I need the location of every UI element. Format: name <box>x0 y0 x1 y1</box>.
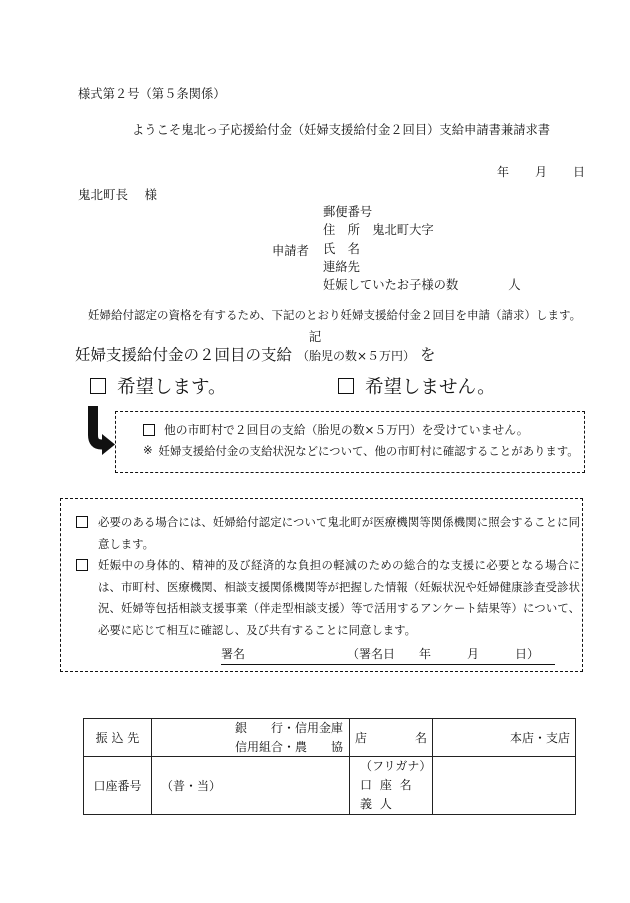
page-title: ようこそ鬼北っ子応援給付金（妊婦支援給付金２回目）支給申請書兼請求書 <box>132 123 551 137</box>
consent-item-2-text: 妊娠中の身体的、精神的及び経済的な負担の軽減のための総合的な支援に必要となる場合には、市町村、医療機関、相談支援関係機関等が把握した情報（妊娠状況や妊婦健康診査受診状況、妊婦等包括相談支援事業（伴走型相談支援）等で活用するアンケート結果等）について、必要に応じて相互に確認し、及び共有することに同意します。 <box>98 558 580 637</box>
account-number-label: 口座番号 <box>84 757 152 815</box>
ki-heading: 記 <box>308 329 322 344</box>
note-mark: ※ <box>143 443 153 457</box>
elbow-arrow-icon <box>84 406 116 458</box>
transfer-destination-label: 振 込 先 <box>84 719 152 757</box>
date-month-label: 月 <box>534 165 547 179</box>
option-wish-yes <box>90 373 227 399</box>
option-wish-no <box>338 373 496 399</box>
option-wish-no-label: 希望しません。 <box>365 377 496 398</box>
consent-box <box>60 498 583 672</box>
bank-type-cell <box>152 719 350 757</box>
checkbox-wish-yes[interactable] <box>90 378 106 394</box>
branch-label-last: 名 <box>414 731 427 745</box>
table-row <box>84 757 576 815</box>
date-line <box>497 163 585 180</box>
children-count-label: 妊娠していたお子様の数 <box>323 278 459 293</box>
payment-line <box>75 343 435 365</box>
checkbox-wish-no[interactable] <box>338 378 354 394</box>
branch-type-value: 本店・支店 <box>433 719 576 757</box>
bank-transfer-table <box>83 718 576 815</box>
name-label: 氏 名 <box>323 241 360 256</box>
payment-main-text: 妊婦支援給付金の２回目の支給 <box>75 346 293 364</box>
checkbox-consent-2[interactable] <box>76 559 88 571</box>
account-holder-label-cell <box>350 757 433 815</box>
address-label: 住 所 鬼北町大字 <box>323 223 434 238</box>
applicant-fields <box>323 203 521 294</box>
payment-tail-text: を <box>419 346 436 364</box>
applicant-label: 申請者 <box>272 244 309 258</box>
addressee: 鬼北町長 様 <box>78 187 157 202</box>
other-city-note-text: 妊婦支援給付金の支給状況などについて、他の市町村に確認することがあります。 <box>158 444 579 458</box>
account-holder-label: 口 座 名 義 人 <box>360 778 414 811</box>
checkbox-consent-1[interactable] <box>76 516 88 528</box>
other-city-check-row <box>143 421 584 438</box>
other-city-declaration-box <box>115 411 585 473</box>
branch-name-label-cell <box>350 719 433 757</box>
payment-note-text: （胎児の数×５万円） <box>296 349 416 363</box>
date-day-label: 日 <box>572 165 585 179</box>
form-number: 様式第２号（第５条関係） <box>78 87 226 101</box>
furigana-label: （フリガナ） <box>360 759 432 773</box>
other-city-note-row <box>143 443 584 459</box>
consent-item-1 <box>76 512 582 555</box>
children-count-row <box>323 276 521 294</box>
children-unit-label: 人 <box>508 278 521 293</box>
other-city-check-text: 他の市町村で２回目の支給（胎児の数×５万円）を受けていません。 <box>164 423 529 437</box>
request-sentence: 妊婦給付認定の資格を有するため、下記のとおり妊婦支援給付金２回目を申請（請求）します。 <box>88 308 582 322</box>
postal-code-label: 郵便番号 <box>323 205 373 219</box>
bank-type-line1: 銀 行・信用金庫 <box>234 721 343 735</box>
table-row <box>84 719 576 757</box>
account-holder-value-cell <box>433 757 576 815</box>
branch-label-first: 店 <box>355 731 368 745</box>
account-type-cell: （普・当） <box>152 757 350 815</box>
signature-line: 署名 （署名日 年 月 日） <box>221 645 555 665</box>
consent-item-2 <box>76 555 582 641</box>
bank-type-line2: 信用組合・農 協 <box>234 739 343 754</box>
checkbox-other-city[interactable] <box>143 424 155 436</box>
option-wish-yes-label: 希望します。 <box>117 377 227 398</box>
contact-label: 連絡先 <box>323 259 360 274</box>
consent-item-1-text: 必要のある場合には、妊婦給付認定について鬼北町が医療機関等関係機関に照会することに同意します。 <box>98 515 580 551</box>
date-year-label: 年 <box>497 165 510 179</box>
